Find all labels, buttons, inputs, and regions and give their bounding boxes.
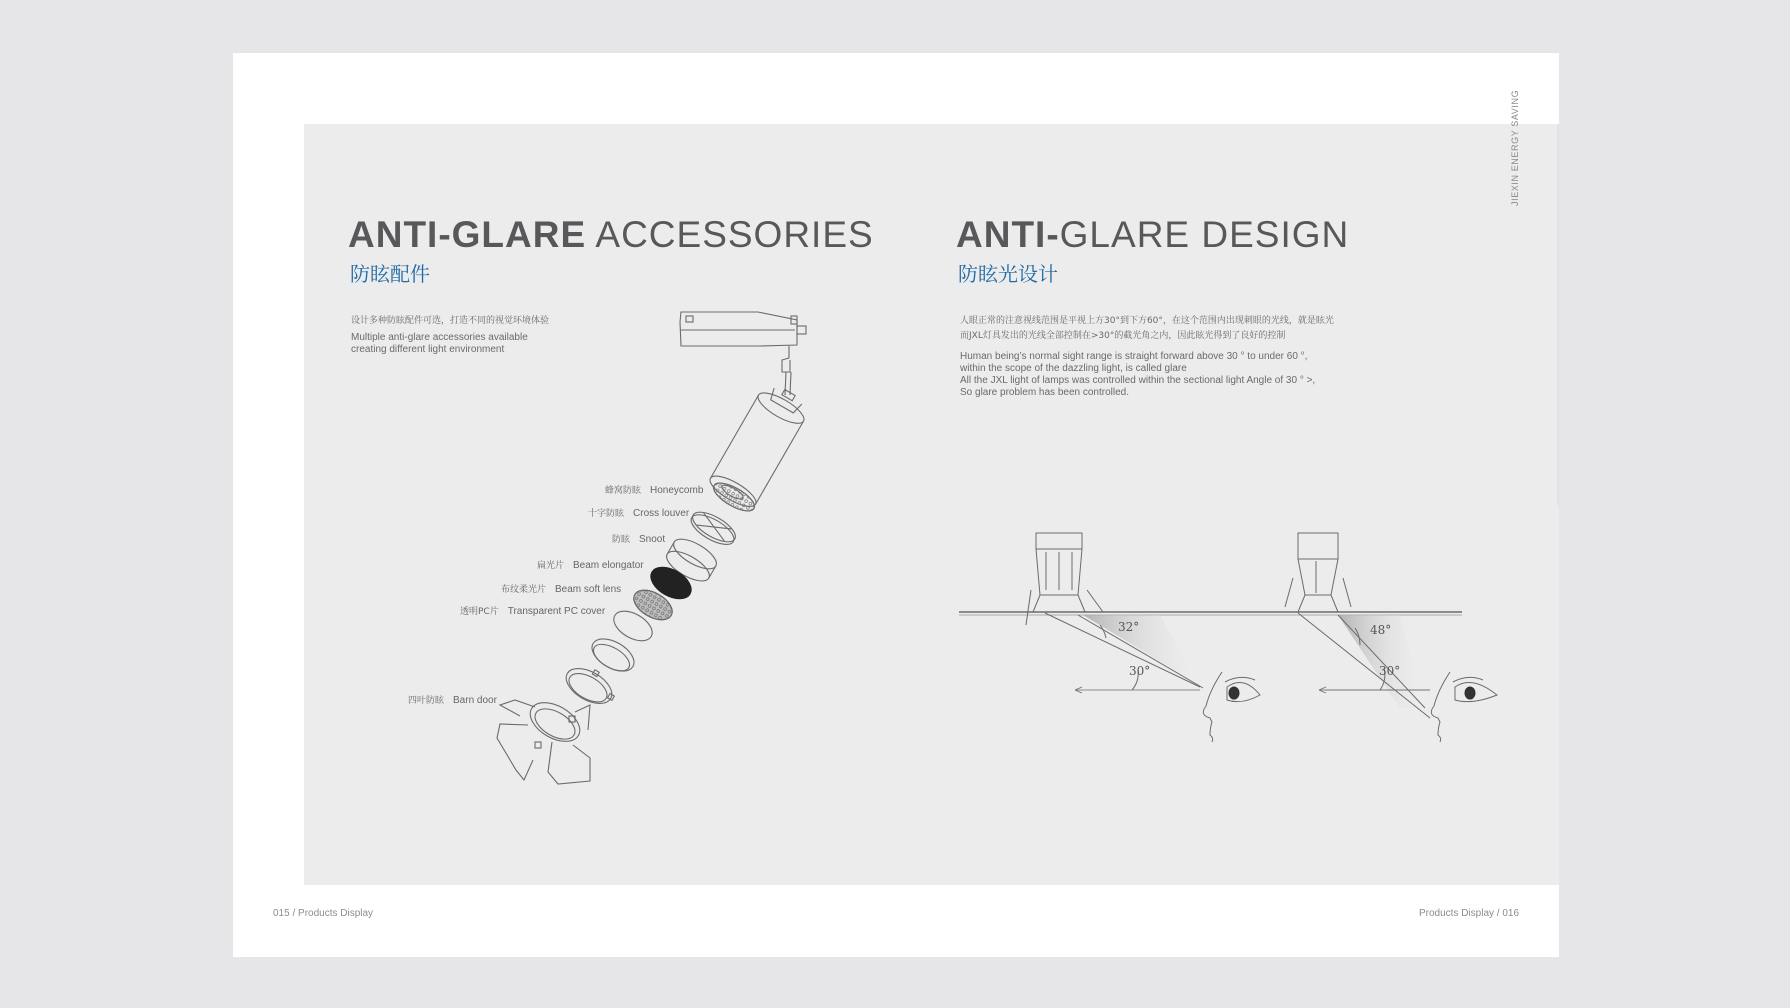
left-title-light: ACCESSORIES bbox=[595, 214, 874, 255]
barn-door bbox=[497, 695, 590, 784]
face-left bbox=[1203, 672, 1260, 742]
left-intro-cn: 设计多种防眩配件可选，打造不同的视觉环境体验 bbox=[351, 316, 550, 326]
right-title-bold: ANTI- bbox=[956, 214, 1060, 255]
label-transparent-pc-cover: 透明PC片 Transparent PC cover bbox=[460, 606, 606, 617]
side-brand-text: JIEXIN ENERGY SAVING bbox=[1510, 89, 1520, 206]
left-intro-en-1: Multiple anti-glare accessories available bbox=[351, 332, 528, 343]
face-right bbox=[1431, 672, 1497, 742]
angle-label-32: 32° bbox=[1118, 620, 1140, 634]
left-title-bold: ANTI-GLARE bbox=[348, 214, 587, 255]
right-en-line-1: Human being’s normal sight range is straight forward above 30 ° to under 60 °, bbox=[960, 351, 1308, 362]
angle-label-30-left: 30° bbox=[1129, 664, 1151, 678]
angle-label-30-right: 30° bbox=[1379, 664, 1401, 678]
right-en-line-2: within the scope of the dazzling light, is called glare bbox=[960, 363, 1187, 374]
honeycomb-disc bbox=[710, 478, 759, 517]
footer-right: Products Display / 016 bbox=[1419, 908, 1520, 919]
angle-label-48: 48° bbox=[1370, 623, 1392, 637]
right-en-line-3: All the JXL light of lamps was controlled within the sectional light Angle of 30 ° >, bbox=[960, 375, 1316, 386]
downlight-right bbox=[1285, 533, 1351, 612]
glare-diagrams bbox=[959, 533, 1497, 742]
mounting-ring bbox=[560, 659, 621, 712]
label-honeycomb: 蜂窝防眩 Honeycomb bbox=[605, 485, 704, 496]
right-cn-line-1: 人眼正常的注意视线范围是平视上方30°到下方60°，在这个范围内出现刺眼的光线，就是眩光 bbox=[960, 316, 1334, 326]
label-snoot: 防眩 Snoot bbox=[612, 534, 666, 545]
track-adapter bbox=[680, 312, 806, 395]
label-beam-soft-lens: 布纹柔光片 Beam soft lens bbox=[501, 584, 622, 595]
right-en-line-4: So glare problem has been controlled. bbox=[960, 387, 1129, 398]
label-barn-door: 四叶防眩 Barn door bbox=[408, 695, 497, 706]
right-subtitle: 防眩光设计 bbox=[958, 262, 1058, 286]
track-light-exploded-view bbox=[497, 312, 813, 784]
left-intro-en-2: creating different light environment bbox=[351, 344, 505, 355]
label-cross-louver: 十字防眩 Cross louver bbox=[588, 508, 690, 519]
label-beam-elongator: 扁光片 Beam elongator bbox=[537, 560, 644, 571]
cross-louver bbox=[687, 506, 740, 550]
downlight-left bbox=[1026, 533, 1103, 625]
left-subtitle: 防眩配件 bbox=[350, 262, 430, 286]
right-cn-line-2: 而JXL灯具发出的光线全部控制在>30°的截光角之内，因此眩光得到了良好的控制 bbox=[960, 331, 1286, 341]
footer-left: 015 / Products Display bbox=[273, 908, 374, 919]
right-title-light: GLARE DESIGN bbox=[1059, 214, 1350, 255]
